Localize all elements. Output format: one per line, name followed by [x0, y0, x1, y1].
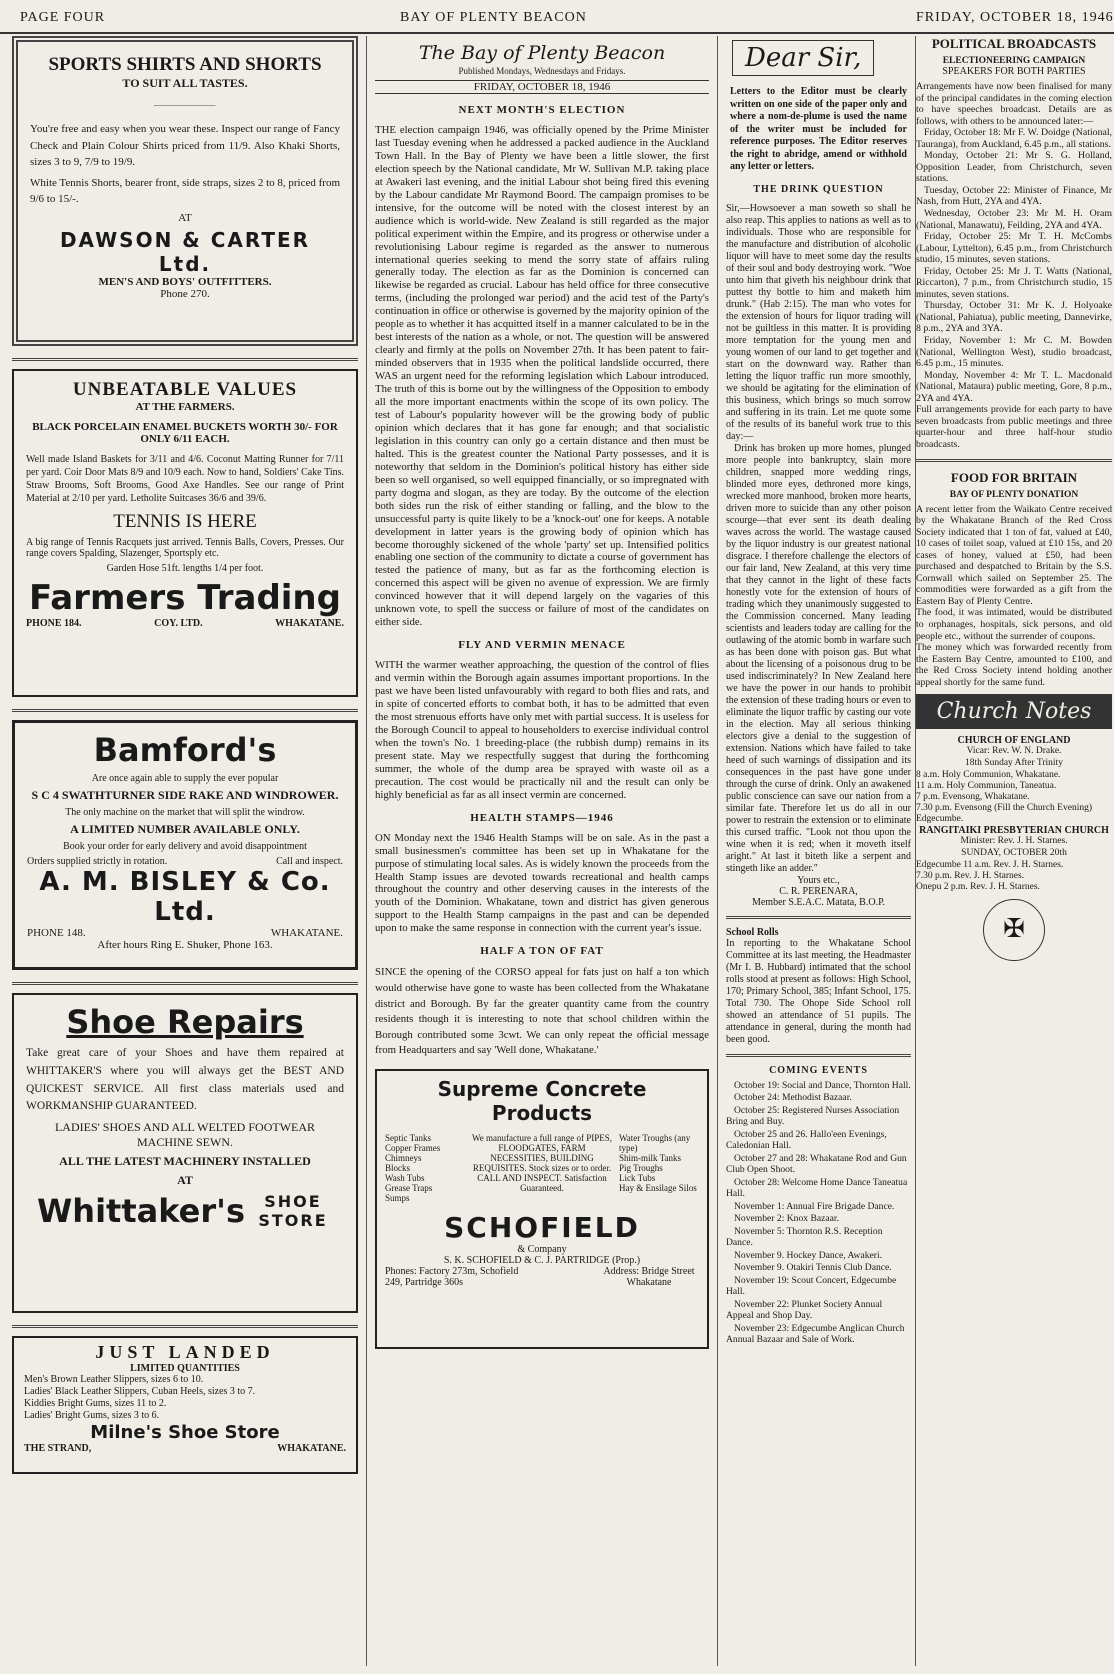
- broadcast-item: Friday, October 18: Mr F. W. Doidge (National, Tauranga), from Auckland, 6.45 p.m., all stations.: [916, 127, 1112, 150]
- ad-item: Kiddies Bright Gums, sizes 11 to 2.: [24, 1398, 167, 1409]
- ad-body: You're free and easy when you wear these. Inspect our range of Fancy Check and Plain Colour Shirts priced from 11/9. Also Khaki Shorts, sizes 3 to 9, 7/9 to 19/9.: [30, 123, 340, 168]
- bisley-ad: [12, 720, 358, 970]
- paper-name: BAY OF PLENTY BEACON: [400, 10, 587, 25]
- broadcasts-sub: ELECTIONEERING CAMPAIGN: [942, 56, 1086, 66]
- divider: [726, 916, 911, 919]
- ad-title: Supreme Concrete Products: [437, 1077, 647, 1126]
- ad-line: Book your order for early delivery and avoid disappointment: [63, 841, 307, 852]
- editorial-body: SINCE the opening of the CORSO appeal for fats just on half a ton which would otherwise have gone to waste has been collected from the Whakatane district and Borough. By far the greater quantity came from the country residents though it is interesting to note that school children within the Borough contributed some 3cwt. We can only repeat the official message from Headquarters and say 'Well done, Whakatane.': [375, 966, 709, 1057]
- ad-title: Bamford's: [93, 731, 277, 769]
- editorial-body: WITH the warmer weather approaching, the question of the control of flies and vermin within the Borough again assumes important proportions. In the past we have been listed unfavourably with regard to both flies and rats, and in spite of concerted efforts to combat both, it has to be admitted that even the most strenuous efforts have only met with partial success. It is useless for the Borough Council to appeal to householders to exercise individual control when the town's No. 1 breeding-place (the rubbish dump) remains in its present state. May we respectfully suggest that during the forthcoming summer, the whole of the dump area be sprayed with waste oil as a precaution. The cost would be practically nil and the result can only be highly beneficial as far as all insect vermin are concerned.: [375, 659, 709, 801]
- ad-line: Are once again able to supply the ever popular: [91, 773, 279, 784]
- ad-title: Shoe Repairs: [66, 1003, 304, 1041]
- broadcast-item: Wednesday, October 23: Mr M. H. Oram (National, Manawatu), Feilding, 2YA and 4YA.: [916, 208, 1112, 231]
- ad-line: The only machine on the market that will split the windrow.: [65, 807, 305, 818]
- church-line: 8 a.m. Holy Communion, Whakatane.: [916, 770, 1061, 781]
- page-header: [0, 0, 1114, 34]
- broadcasts-title: POLITICAL BROADCASTS: [931, 36, 1097, 51]
- ad-body: Take great care of your Shoes and have them repaired at WHITTAKER'S where you will always get the BEST AND QUICKEST SERVICE. All first class materials used and WORKMANSHIP GUARANTEED.: [26, 1047, 344, 1113]
- event-item: October 27 and 28: Whakatane Rod and Gun Club Open Shoot.: [726, 1152, 907, 1175]
- event-item: October 25 and 26. Hallo'een Evenings, Caledonian Hall.: [726, 1128, 887, 1151]
- food-body: The food, it was intimated, would be distributed to orphanages, hospitals, sick persons, and old people etc., without the surrender of coupons.: [916, 607, 1112, 642]
- editorial-body: ON Monday next the 1946 Health Stamps will be on sale. As in the past a small businessmen's committee has been set up in Whakatane for the purpose of stimulating local sales. As is widely known the proceeds from the Health Stamp issues are devoted towards recreational and health camps throughout the country and other deserving causes in the interests of the youth of the Dominion. Whakatane, town and district has given generous support to the Health Stamp campaigns in the past and can be depended upon to make the same response in connection with the current year's issue.: [375, 831, 709, 935]
- church-day: 18th Sunday After Trinity: [965, 758, 1063, 769]
- schofield-ad: [375, 1069, 709, 1349]
- ad-name: SCHOFIELD: [444, 1211, 640, 1245]
- published-line: Published Mondays, Wednesdays and Fridays.: [458, 66, 626, 76]
- ad-store: SHOE STORE: [258, 1192, 328, 1231]
- product-item: Sumps: [385, 1193, 410, 1204]
- event-item: October 28: Welcome Home Dance Taneatua Hall.: [726, 1176, 908, 1199]
- ad-phone: Phone 270.: [160, 287, 210, 300]
- page-number: PAGE FOUR: [20, 10, 106, 25]
- product-item: Water Troughs (any type): [619, 1133, 691, 1154]
- divider: [12, 1325, 358, 1328]
- divider: [726, 1054, 911, 1057]
- broadcast-item: Friday, October 25: Mr J. T. Watts (National, Riccarton), 7 p.m., from Christchurch studio, 15 minutes, seven stations.: [916, 265, 1112, 300]
- broadcast-item: Thursday, October 31: Mr K. J. Holyoake (National, Pahiatua), public meeting, Dannevirke, 8 p.m., 2YA and 3YA.: [916, 300, 1112, 335]
- ad-after: After hours Ring E. Shuker, Phone 163.: [97, 939, 273, 951]
- product-item: Copper Frames: [385, 1143, 441, 1154]
- ad-town: WHAKATANE.: [277, 1443, 346, 1454]
- ad-town: WHAKATANE.: [270, 927, 343, 939]
- church-list: [916, 735, 1112, 892]
- ad-name: Farmers Trading: [29, 578, 341, 618]
- product-list: [619, 1133, 699, 1203]
- event-item: November 19: Scout Concert, Edgecumbe Hall.: [726, 1274, 897, 1297]
- church-minister: Minister: Rev. J. H. Starnes.: [960, 835, 1068, 846]
- food-body: The money which was forwarded recently from the Eastern Bay Centre, amounted to £100, and the Red Cross Society intend holding another appeal shortly for the same fund.: [916, 642, 1112, 688]
- school-title: School Rolls: [726, 926, 779, 938]
- broadcast-item: Monday, October 21: Mr S. G. Holland, Opposition Leader, from Christchurch, seven stations.: [916, 150, 1112, 185]
- ad-tennis: TENNIS IS HERE: [113, 511, 257, 532]
- ad-title: UNBEATABLE VALUES: [72, 379, 298, 400]
- milne-ad: [12, 1336, 358, 1474]
- editorial-heading: HALF A TON OF FAT: [480, 945, 604, 958]
- whittaker-ad: [12, 993, 358, 1313]
- product-item: Septic Tanks: [385, 1133, 431, 1144]
- church-minister: Vicar: Rev. W. N. Drake.: [966, 746, 1062, 757]
- ad-name: A. M. BISLEY & Co. Ltd.: [39, 867, 331, 927]
- event-item: November 5: Thornton R.S. Reception Dance.: [726, 1225, 883, 1248]
- ad-line: LADIES' SHOES AND ALL WELTED FOOTWEAR MACHINE SEWN.: [54, 1120, 316, 1150]
- ad-title: JUST LANDED: [95, 1342, 275, 1362]
- ad-body: We manufacture a full range of PIPES, FLOODGATES, FARM NECESSITIES, BUILDING REQUISITES. Stock sizes or to order. CALL AND INSPECT. Satisfaction Guaranteed.: [472, 1133, 612, 1194]
- divider: [154, 105, 216, 107]
- ad-subtitle: TO SUIT ALL TASTES.: [122, 76, 248, 90]
- broadcast-item: Friday, November 1: Mr C. M. Bowden (National, Wellington West), studio broadcast, 6.45 p.m., 15 minutes.: [916, 335, 1112, 370]
- ad-subtitle: AT THE FARMERS.: [135, 401, 235, 413]
- ad-line: Call and inspect.: [276, 856, 343, 867]
- ad-name: DAWSON & CARTER Ltd.: [59, 227, 311, 276]
- event-item: November 23: Edgecumbe Anglican Church Annual Bazaar and Sale of Work.: [726, 1322, 905, 1345]
- ad-props: S. K. SCHOFIELD & C. J. PARTRIDGE (Prop.): [443, 1255, 641, 1267]
- dear-sir-heading: Dear Sir,: [732, 40, 874, 76]
- letters-column: [726, 36, 916, 1666]
- ad-tennis-body: A big range of Tennis Racquets just arrived. Tennis Balls, Covers, Presses. Our range covers Spalding, Slazenger, Sportsply etc.: [26, 537, 344, 559]
- ad-line: MEN'S AND BOYS' OUTFITTERS.: [98, 275, 272, 288]
- ad-at: AT: [177, 1173, 193, 1188]
- events-list: [726, 1080, 911, 1346]
- ad-line: Orders supplied strictly in rotation.: [27, 856, 168, 867]
- dawson-carter-ad: [12, 36, 358, 346]
- ad-item: Men's Brown Leather Slippers, sizes 6 to 10.: [24, 1374, 204, 1385]
- broadcasts-sub: SPEAKERS FOR BOTH PARTIES: [942, 66, 1086, 77]
- letters-rules: Letters to the Editor must be clearly written on one side of the paper only and where a nom-de-plume is used the name of the writer must be included for reference purposes. The Editor reserves the right to abridge, amend or withhold any letter or letters.: [730, 86, 907, 172]
- ad-headline: BLACK PORCELAIN ENAMEL BUCKETS WORTH 30/- FOR ONLY 6/11 EACH.: [32, 421, 338, 445]
- editorial-column: [366, 36, 718, 1666]
- event-item: October 19: Social and Dance, Thornton Hall.: [734, 1079, 911, 1091]
- ad-line: A LIMITED NUMBER AVAILABLE ONLY.: [70, 822, 300, 836]
- product-item: Lick Tubs: [619, 1173, 656, 1184]
- ad-at: AT: [178, 211, 192, 224]
- event-item: October 24: Methodist Bazaar.: [734, 1092, 852, 1103]
- product-item: Pig Troughs: [619, 1163, 663, 1174]
- divider: [12, 982, 358, 985]
- broadcast-item: Tuesday, October 22: Minister of Finance, Mr Nash, from Hutt, 2YA and 4YA.: [916, 184, 1112, 208]
- ad-address: Address: Bridge Street Whakatane: [603, 1266, 695, 1289]
- letter-sign: Yours etc.,: [797, 874, 840, 886]
- food-title: FOOD FOR BRITAIN: [950, 469, 1078, 485]
- masthead: The Bay of Plenty Beacon: [418, 42, 666, 64]
- product-item: Wash Tubs: [385, 1173, 425, 1184]
- food-sub: BAY OF PLENTY DONATION: [949, 489, 1079, 500]
- church-line: 11 a.m. Holy Communion, Taneatua.: [916, 781, 1057, 792]
- broadcast-item: Friday, October 25: Mr T. H. McCombs (Labour, Lyttelton), 6.45 p.m., from Christchurch studio, 15 minutes, seven stations.: [916, 231, 1112, 266]
- ad-hose: Garden Hose 51ft. lengths 1/4 per foot.: [106, 563, 264, 574]
- product-item: Hay & Ensilage Silos: [619, 1183, 697, 1194]
- church-name: RANGITAIKI PRESBYTERIAN CHURCH: [919, 824, 1109, 836]
- editorial-body: THE election campaign 1946, was officially opened by the Prime Minister last Tuesday evening when he addressed a packed audience in the Auckland Town Hall. In the Bay of Plenty we have been a little slower, the first election speech by the National candidate, Mr W. Sullivan M.P. taking place at Awakeri last evening, and the initial Labour shot being fired this evening by the Labour candidate Mr Raymond Boord. The campaign promises to be intensive, for the outcome will be noted with the closest interest by an audience which is world-wide. New Zealand is still regarded as the major political experiment within the Empire, and its progress or otherwise under a revolutionising Labour regime is regarded as the answer to numerous international queries seeking to mend the sorry state of affairs ruling generally today. The election as far as the Dominion is concerned can likewise be regarded as crucial. Labour has held office for three consecutive terms, (including the prolonged war period) and the acid test of the Party's continuation in office or otherwise is governed by the majority opinion of the people as to whether it has acquitted itself in a manner calculated to be in the best interests of the nation as a whole, or not. The question will be answered clearly and firmly at the polls on November 27th. It has been patent to fair-minded observers that in 1935 when the political landslide occurred, there WAS an urgent need for the reforming legislation which Labour introduced. The truth of this is borne out by the willingness of the Opposition to embody all the more important enactments within the scope of its own policy. The test of Labour's popularity however will be the growing body of public opinion which declares that it has gone far enough; and that socialistic legislation in this country can only go a certain distance and then must be halted. This is the greatest counter the National Party possesses, and it is noteworthy that seldom in the Dominion's political history has either side been so well organised, so well equipped financially, or so impregnated with party dogma and slogan, as they are today. By the outcome of the election both sides run the risk of either standing or falling, and the blow to the unsuccessful party is quite likely to be a 'knock-out' one for keeps. A notable development in latter years is the growing body of opinion which has become thoroughly sickened of the whole 'party' set up. Intensified politics enabling one section of the community to dictate a course of government has tested the patience of many, but as far as the forthcoming election is concerned this aspect will be given no avenue of expression. We are firmly convinced however that it will depend largely on the vagaries of this unknown vote, to spell the success or failure of most of the candidates on either side.: [375, 124, 709, 629]
- letter-sign: Member S.E.A.C. Matata, B.O.P.: [751, 896, 886, 908]
- editorial-heading: FLY AND VERMIN MENACE: [458, 639, 626, 652]
- event-item: October 25: Registered Nurses Association Bring and Buy.: [726, 1104, 900, 1127]
- school-body: In reporting to the Whakatane School Committee at its last meeting, the Headmaster (Mr I. B. Hubbard) intimated that the school rolls stood at present as follows: High School, 170; Primary School, 385; Infant School, 175. Total 730. The Ohope Side School roll showed an attendance of 51 pupils. The attendance in general, during the month had been good.: [726, 937, 911, 1045]
- broadcast-list: [916, 127, 1112, 404]
- editorial-heading: NEXT MONTH'S ELECTION: [458, 104, 626, 116]
- product-item: Shim-milk Tanks: [619, 1153, 681, 1164]
- letter-title: THE DRINK QUESTION: [753, 183, 884, 195]
- church-line: Onepu 2 p.m. Rev. J. H. Starnes.: [916, 881, 1040, 892]
- church-line: 7 p.m. Evensong, Whakatane.: [916, 792, 1030, 803]
- church-name: CHURCH OF ENGLAND: [957, 735, 1071, 747]
- ad-subtitle: LIMITED QUANTITIES: [130, 1363, 240, 1374]
- ad-item: Ladies' Black Leather Slippers, Cuban Heels, sizes 3 to 7.: [24, 1386, 256, 1397]
- divider: [916, 459, 1112, 462]
- church-day: SUNDAY, OCTOBER 20th: [961, 847, 1067, 858]
- broadcasts-footer: Full arrangements provide for each party to have seven broadcasts from public meetings and three quarter-hour and three half-hour studio broadcasts.: [916, 404, 1112, 450]
- letter-sign: C. R. PERENARA,: [779, 885, 858, 897]
- broadcast-item: Monday, November 4: Mr T. L. Macdonald (National, Mataura) public meeting, Gore, 8 p.m., 2YA and 4YA.: [916, 369, 1112, 404]
- editorial-heading: HEALTH STAMPS—1946: [470, 811, 614, 824]
- editorial-date: FRIDAY, OCTOBER 18, 1946: [375, 80, 709, 94]
- divider: [12, 358, 358, 361]
- church-notes-banner: Church Notes: [916, 694, 1112, 729]
- page-date: FRIDAY, OCTOBER 18, 1946: [916, 10, 1114, 25]
- notices-column: [914, 36, 1112, 1666]
- food-body: A recent letter from the Waikato Centre received by the Whakatane Branch of the Red Cross Society indicated that 1 ton of fat, valued at £40, 10 cases of toilet soap, valued at £10 15s, and 20 cases of honey, valued at £50, had been purchased and despatched to Britain by the S.S. Cornwall which sailed on September 25. The commodities were forwarded as a gift from the Eastern Bay of Plenty Centre.: [916, 503, 1112, 607]
- ad-phone: PHONE 148.: [27, 927, 86, 939]
- letter-body: Sir,—Howsoever a man soweth so shall he also reap. This applies to nations as well as to individuals. Those who are responsible for the manufacture and distribution of alcoholic liquor will have to meet some day the results of their soul and body destroying work. "Woe unto him that giveth his neighbour drink that puttest thy bottle to him and maketh him drunk." (Hab 2:15). The man who votes for the extension of hours for liquor trading will not be guiltless in this matter. It is providing more temptation for the young men and young women of our land to get together and start on the downward way. Rather than letting the liquor traffic run more smoothly, we should be agitating for the elimination of this business, which brings so much sorrow and suffering in its train. Let me quote some of the results of its baneful work true to this day:—: [726, 202, 911, 442]
- ad-line: S C 4 SWATHTURNER SIDE RAKE AND WINDROWER.: [31, 788, 339, 802]
- product-list: [385, 1133, 465, 1203]
- ad-body: Well made Island Baskets for 3/11 and 4/6. Coconut Matting Runner for 7/11 per yard. Coir Door Mats 8/9 and 10/9 each. Now to hand, Soldiers' Cake Tins. Straw Brooms, Soft Brooms, Good Axe Handles. See our range of Print Material at 2/10 per yard. Letholite Suitcases 36/6 and 39/6.: [26, 454, 344, 504]
- ad-title: SPORTS SHIRTS AND SHORTS: [48, 54, 322, 75]
- ad-phone: PHONE 184.: [26, 618, 82, 629]
- ad-line: ALL THE LATEST MACHINERY INSTALLED: [59, 1154, 311, 1169]
- farmers-trading-ad: [12, 369, 358, 697]
- ad-company: & Company: [517, 1244, 567, 1256]
- product-item: Blocks: [385, 1163, 411, 1174]
- ad-name: Whittaker's: [37, 1192, 245, 1231]
- ad-item: Ladies' Bright Gums, sizes 3 to 6.: [24, 1410, 160, 1421]
- event-item: November 1: Annual Fire Brigade Dance.: [734, 1200, 895, 1212]
- event-item: November 9. Otakiri Tennis Club Dance.: [734, 1262, 892, 1273]
- ad-phones: Phones: Factory 273m, Schofield 249, Partridge 360s: [385, 1266, 519, 1289]
- ad-street: THE STRAND,: [24, 1443, 92, 1454]
- events-title: COMING EVENTS: [769, 1064, 868, 1076]
- event-item: November 2: Knox Bazaar.: [734, 1213, 839, 1224]
- letter-body: Drink has broken up more homes, plunged more people into bankruptcy, slain more children, snapped more wedding rings, blinded more eyes, dethroned more kings, wrecked more manhood, broken more hearts, driven more to suicide than any other poison scourge—that ever sent its death dealing waves across the world. The wastage caused by the liquor industry is our greatest national disgrace. I therefore challenge the electors of our fair land, New Zealand, at this very time that they cannot in the light of these facts honestly vote for the extension of hours of trading which they unanimously suggested to the Commission concerned. Many leading scientists and leaders today are calling for the outlawing of the atomic bomb in warfare such as has been done with poison gas. But what about the licensing of a poisonous drug to be used indiscriminately? In New Zealand here we have the power in our hands to prohibit the extension of these trading hours or even to eliminate the liquor traffic by casting our vote in the election. May all serious thinking electors give a denial to the suggestion of extension. Nations which have failed to take heed of such warnings of dissipation and its consequences in the past have gone under through the curse of drink. Only an awakened public conscience can save our nation from a similar fate. Therefore let us do all in our power to restrain the extension or to eliminate this cursed traffic. "Look not thou upon the wine when it is red; when it moveth itself aright." At last it biteth like a serpent and stingeth like an adder.": [726, 442, 911, 874]
- divider: [12, 709, 358, 712]
- event-item: November 22: Plunket Society Annual Appeal and Shop Day.: [726, 1298, 883, 1321]
- broadcasts-body: Arrangements have now been finalised for many of the principal candidates in the coming election to have speeches broadcast. Details are as follows, with others to be announced later:—: [916, 81, 1112, 127]
- church-line: 7.30 p.m. Rev. J. H. Starnes.: [916, 870, 1025, 881]
- ad-name: Milne's Shoe Store: [90, 1422, 280, 1443]
- ad-coy: COY. LTD.: [154, 618, 203, 629]
- ad-town: WHAKATANE.: [275, 618, 344, 629]
- church-emblem-icon: [983, 899, 1045, 961]
- church-line: 7.30 p.m. Evensong (Fill the Church Evening) Edgecumbe.: [916, 803, 1092, 824]
- ads-column: [12, 36, 358, 1666]
- product-item: Grease Traps: [385, 1183, 433, 1194]
- church-line: Edgecumbe 11 a.m. Rev. J. H. Starnes.: [916, 859, 1064, 870]
- event-item: November 9. Hockey Dance, Awakeri.: [734, 1249, 883, 1261]
- ad-body: White Tennis Shorts, bearer front, side straps, sizes 2 to 8, priced from 9/6 to 15/-.: [30, 176, 341, 205]
- product-item: Chimneys: [385, 1153, 422, 1164]
